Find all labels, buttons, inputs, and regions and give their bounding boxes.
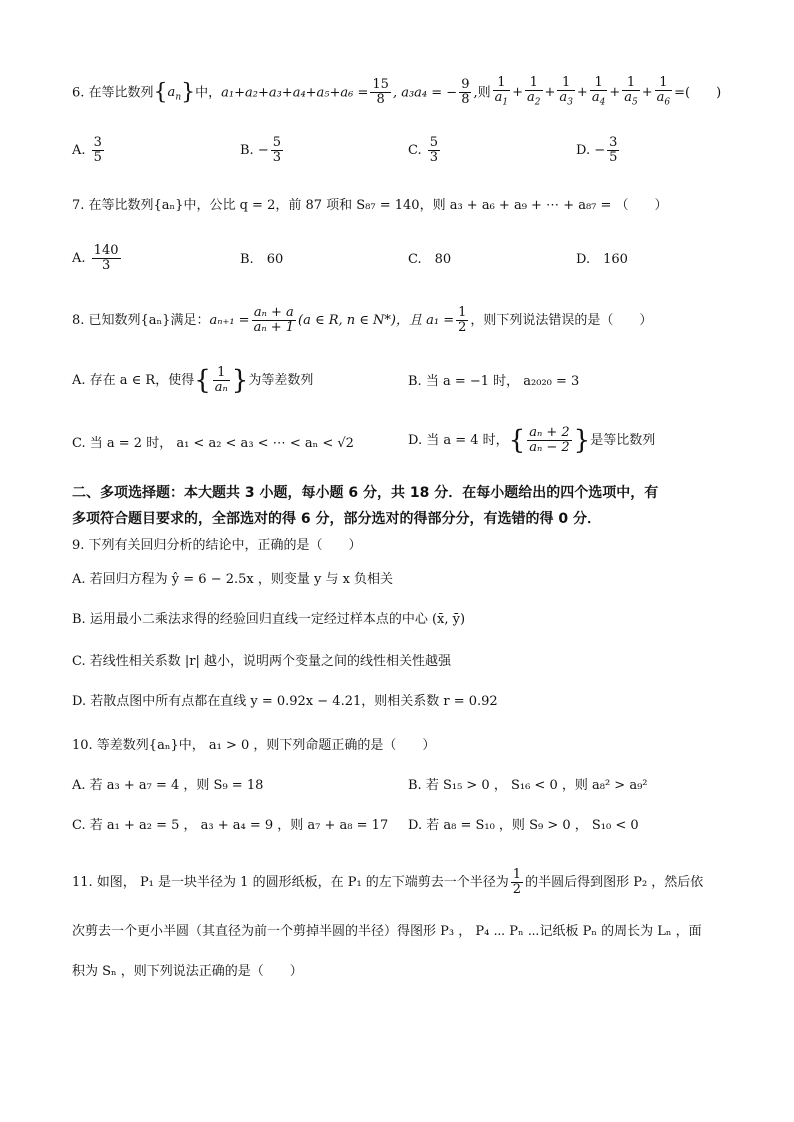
option-text: 是等比数列 <box>590 433 656 448</box>
q10-option-d[interactable]: D. 若 a₈ = S₁₀ ，则 S₉ > 0 ， S₁₀ < 0 <box>408 818 639 833</box>
plus-sign: + <box>641 85 653 101</box>
option-label: D. <box>576 143 591 158</box>
q8-a1-frac <box>456 306 468 335</box>
q11-text-a: 11. 如图， P₁ 是一块半径为 1 的圆形纸板，在 P₁ 的左下端剪去一个半径为 <box>72 875 509 890</box>
reciprocal-term <box>525 76 543 110</box>
q6-option-d[interactable] <box>576 136 621 165</box>
q6-cond2-frac <box>459 78 471 107</box>
right-brace-glyph: } <box>181 79 196 105</box>
q10-option-a[interactable]: A. 若 a₃ + a₇ = 4 ，则 S₉ = 18 <box>72 778 264 793</box>
option-label: B. <box>240 143 254 158</box>
frac-num: 140 <box>93 243 119 258</box>
left-brace-glyph: { <box>153 79 168 105</box>
option-label: D. <box>576 252 591 267</box>
q6-then: ,则 <box>473 85 491 101</box>
option-frac <box>428 136 440 165</box>
option-label: B. <box>240 252 254 267</box>
reciprocal-term <box>493 76 511 110</box>
q7-option-c[interactable] <box>408 250 451 270</box>
option-frac <box>92 136 104 165</box>
q8-option-b[interactable]: B. 当 a = −1 时， a₂₀₂₀ = 3 <box>408 374 580 389</box>
frac-den: aₙ <box>214 380 228 395</box>
option-frac <box>271 136 283 165</box>
q8-option-a[interactable] <box>72 366 313 395</box>
q8-option-d[interactable] <box>408 426 655 455</box>
option-sign: − <box>594 143 606 158</box>
option-text: 60 <box>266 252 284 267</box>
frac-den: $a_1$ <box>494 90 509 108</box>
option-label: A. <box>72 251 86 266</box>
plus-sign: + <box>544 85 556 101</box>
right-brace-glyph: } <box>231 365 249 396</box>
q6-cond1-frac <box>370 78 391 107</box>
question-7-stem: 7. 在等比数列{aₙ}中，公比 q = 2，前 87 项和 S₈₇ = 140，则 a₃ + a₆ + a₉ + ⋯ + a₈₇ = （ ） <box>72 198 668 213</box>
q6-prefix: 6. 在等比数列 <box>72 85 154 101</box>
frac-num: 1 <box>458 305 467 320</box>
frac-den: $a_2$ <box>527 90 541 108</box>
q6-reciprocal-sum <box>491 75 675 108</box>
option-text: D. 当 a = 4 时， <box>408 433 509 448</box>
q8-part-d: ，则下列说法错误的是（ ） <box>470 313 653 328</box>
option-text: 80 <box>434 252 452 267</box>
frac-den: $a_3$ <box>559 90 573 108</box>
q8-part-a: 8. 已知数列{aₙ}满足： <box>72 313 210 328</box>
option-frac <box>607 136 619 165</box>
frac-den: aₙ + 1 <box>253 320 295 335</box>
question-11-line-1 <box>72 868 732 897</box>
q6-option-b[interactable] <box>240 136 285 165</box>
plus-sign: + <box>576 85 588 101</box>
frac-num: 1 <box>622 76 640 91</box>
left-brace-glyph: { <box>508 425 526 456</box>
reciprocal-term <box>590 76 608 110</box>
right-brace-glyph: } <box>573 425 591 456</box>
frac-num: 3 <box>93 135 102 150</box>
q9-option-a[interactable]: A. 若回归方程为 ŷ = 6 − 2.5x ，则变量 y 与 x 负相关 <box>72 572 394 587</box>
frac-num: 1 <box>512 867 522 882</box>
plus-sign: + <box>512 85 524 101</box>
frac-num: 5 <box>429 135 439 150</box>
frac-num: aₙ + a <box>252 306 296 321</box>
q7-option-d[interactable] <box>576 250 628 270</box>
q8-part-c: (a ∈ R, n ∈ N*)，且 a₁ = <box>298 313 455 328</box>
q6-cond1: a₁+a₂+a₃+a₄+a₅+a₆ = <box>221 85 369 101</box>
frac-num: 1 <box>525 76 543 91</box>
question-11-line-2: 次剪去一个更小半圆（其直径为前一个剪掉半圆的半径）得图形 P₃ ， P₄ ⋯ Pₙ ⋯记纸板 Pₙ 的周长为 Lₙ ，面 <box>72 924 702 939</box>
q9-option-d[interactable]: D. 若散点图中所有点都在直线 y = 0.92x − 4.21，则相关系数 r = 0.92 <box>72 694 498 709</box>
option-text: 160 <box>603 252 628 267</box>
q7-option-b[interactable] <box>240 250 283 270</box>
option-text: A. 存在 a ∈ R，使得 <box>72 373 195 388</box>
frac-den: aₙ − 2 <box>529 440 570 455</box>
frac-num: 1 <box>590 76 608 91</box>
q6-seq: $a_n$ <box>167 85 182 103</box>
option-sign: − <box>257 143 269 158</box>
q8-part-b: aₙ₊₁ = <box>209 313 250 328</box>
frac-num: 1 <box>493 76 511 91</box>
q11-half-frac <box>511 868 523 897</box>
question-11-line-3: 积为 Sₙ ，则下列说法正确的是（ ） <box>72 964 303 979</box>
option-text: 为等差数列 <box>248 373 314 388</box>
frac-num: 1 <box>655 76 673 91</box>
q6-mid: 中， <box>195 85 222 101</box>
frac-den: $a_5$ <box>624 90 638 108</box>
frac-den: 5 <box>93 150 102 165</box>
frac-num: aₙ + 2 <box>529 425 570 440</box>
frac-den: 5 <box>609 150 618 165</box>
option-frac <box>527 426 571 455</box>
q6-cond2: , a₃a₄ = − <box>392 85 458 101</box>
q10-option-b[interactable]: B. 若 S₁₅ > 0 ， S₁₆ < 0 ，则 a₈² > a₉² <box>408 778 648 793</box>
frac-den: 8 <box>461 92 470 108</box>
question-10-stem: 10. 等差数列{aₙ}中， a₁ > 0 ，则下列命题正确的是（ ） <box>72 738 436 753</box>
frac-num: 1 <box>213 366 230 381</box>
q6-option-a[interactable] <box>72 136 106 165</box>
left-brace-glyph: { <box>194 365 211 396</box>
q7-option-a[interactable] <box>72 244 123 273</box>
reciprocal-term <box>622 76 640 110</box>
frac-num: 3 <box>609 135 618 150</box>
frac-den: 2 <box>512 882 522 897</box>
question-6-stem <box>72 76 732 110</box>
q9-option-c[interactable]: C. 若线性相关系数 |r| 越小，说明两个变量之间的线性相关性越强 <box>72 654 451 669</box>
option-frac <box>213 366 230 395</box>
frac-num: 9 <box>461 77 470 93</box>
option-label: C. <box>408 252 422 267</box>
frac-den: 3 <box>429 150 439 165</box>
reciprocal-term <box>557 76 575 110</box>
q8-recurrence-frac <box>252 306 296 335</box>
frac-den: 3 <box>101 258 111 273</box>
frac-num: 1 <box>557 76 575 91</box>
q8-option-c[interactable]: C. 当 a = 2 时， a₁ < a₂ < a₃ < ⋯ < aₙ < √2 <box>72 436 354 451</box>
option-frac <box>92 244 121 273</box>
question-8-stem <box>72 306 732 335</box>
q9-option-b[interactable]: B. 运用最小二乘法求得的经验回归直线一定经过样本点的中心 (x̄, ȳ) <box>72 612 466 627</box>
frac-den: 2 <box>458 320 467 335</box>
question-9-stem: 9. 下列有关回归分析的结论中，正确的是（ ） <box>72 538 362 553</box>
reciprocal-term <box>655 76 673 110</box>
section-2-heading-line-2: 多项符合题目要求的，全部选对的得 6 分，部分选对的得部分分，有选错的得 0 分． <box>72 511 601 527</box>
frac-num: 15 <box>372 77 389 93</box>
q6-option-c[interactable] <box>408 136 442 165</box>
section-2-heading-line-1: 二、多项选择题：本大题共 3 小题，每小题 6 分，共 18 分．在每小题给出的四个选项中，有 <box>72 485 659 501</box>
frac-num: 5 <box>272 135 282 150</box>
frac-den: $a_6$ <box>656 90 671 108</box>
q11-text-b: 的半圆后得到图形 P₂ ，然后依 <box>525 875 704 890</box>
option-label: C. <box>408 143 422 158</box>
q6-tail: =( ) <box>674 85 722 101</box>
frac-den: 3 <box>272 150 282 165</box>
q10-option-c[interactable]: C. 若 a₁ + a₂ = 5 ， a₃ + a₄ = 9 ，则 a₇ + a₈ = 17 <box>72 818 389 833</box>
frac-den: $a_4$ <box>591 90 606 108</box>
plus-sign: + <box>609 85 621 101</box>
frac-den: 8 <box>376 92 385 108</box>
option-label: A. <box>72 143 86 158</box>
